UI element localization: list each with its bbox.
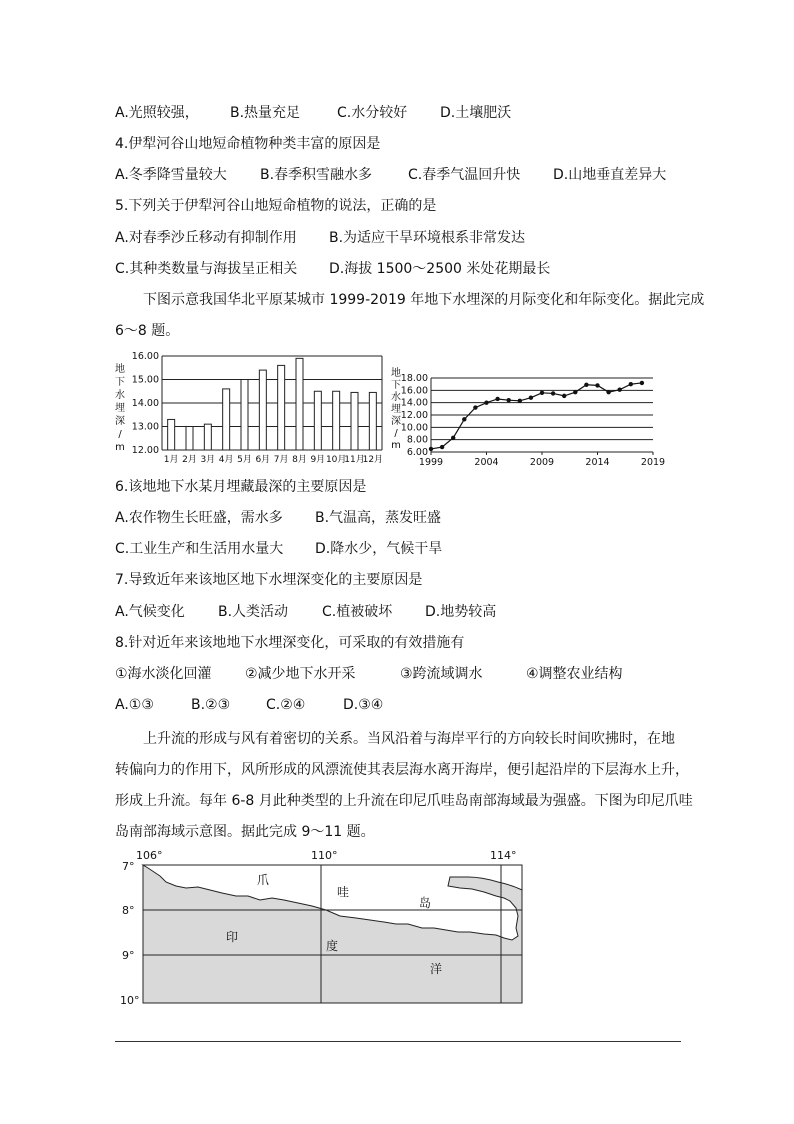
q5-options-row2	[115, 259, 550, 279]
q8-item-3: ③跨流域调水	[400, 666, 483, 682]
intro2-line1: 上升流的形成与风有着密切的关系。当风沿着与海岸平行的方向较长时间吹拂时，在地	[143, 731, 675, 747]
q5-option-b: B.为适应干旱环境根系非常发达	[329, 230, 526, 246]
q5-option-a: A.对春季沙丘移动有抑制作用	[115, 230, 297, 246]
annual-line-chart	[388, 362, 668, 468]
q4-option-c: C.春季气温回升快	[408, 167, 521, 183]
q7-option-a: A.气候变化	[115, 604, 185, 620]
line-point-2014	[595, 383, 599, 387]
q8-option-b: B.②③	[191, 697, 231, 713]
q7-option-d: D.地势较高	[425, 604, 497, 620]
line-point-2010	[551, 391, 555, 395]
line-point-2012	[573, 390, 577, 394]
intro1-line2: 6～8 题。	[115, 323, 180, 339]
q3-option-d: D.土壤肥沃	[440, 105, 512, 121]
bar-3月	[204, 424, 211, 450]
lat-label-8: 8°	[122, 904, 135, 917]
q6-stem: 6.该地地下水某月埋藏最深的主要原因是	[115, 479, 367, 495]
line-point-2009	[540, 391, 544, 395]
lat-label-9: 9°	[122, 949, 135, 962]
line-point-2011	[562, 394, 566, 398]
bar-xtick-label: 9月	[310, 455, 326, 465]
bar-xtick-label: 5月	[237, 455, 252, 465]
ylabel-char: /	[118, 429, 122, 440]
bar-11月	[351, 392, 358, 450]
line-xtick-label: 2009	[529, 457, 555, 468]
q3-option-b: B.热量充足	[230, 105, 301, 121]
line-ytick-label: 6.00	[406, 447, 428, 458]
ylabel-char: 埋	[391, 404, 401, 415]
label-zhua: 爪	[257, 873, 270, 887]
q6-option-d: D.降水少，气候干旱	[315, 541, 443, 557]
bar-12月	[369, 392, 376, 450]
q4-option-a: A.冬季降雪量较大	[115, 167, 227, 183]
bar-5月	[241, 380, 248, 451]
q7-option-b: B.人类活动	[218, 604, 289, 620]
bottom-rule	[115, 1041, 681, 1042]
ylabel-char: m	[391, 440, 401, 451]
q5-stem: 5.下列关于伊犁河谷山地短命植物的说法，正确的是	[115, 198, 437, 214]
ylabel-char: 下	[115, 377, 125, 388]
line-point-2003	[473, 405, 477, 409]
q8-item-4: ④调整农业结构	[526, 666, 623, 682]
lon-label-110: 110°	[311, 849, 338, 862]
line-ytick-label: 12.00	[400, 410, 428, 421]
q5-option-d: D.海拔 1500～2500 米处花期最长	[329, 261, 551, 277]
q8-options	[115, 695, 383, 715]
line-ytick-label: 8.00	[406, 434, 428, 446]
ylabel-char: /	[394, 428, 398, 439]
bar-10月	[333, 391, 340, 450]
ylabel-char: 埋	[115, 403, 125, 414]
bar-1月	[168, 419, 175, 450]
bar-xtick-label: 4月	[218, 455, 234, 465]
q6-options-row1	[115, 508, 441, 528]
q8-item-1: ①海水淡化回灌	[115, 666, 212, 682]
q4-option-d: D.山地垂直差异大	[553, 167, 667, 183]
line-ytick-label: 16.00	[400, 385, 428, 397]
line-xtick-label: 2014	[585, 457, 610, 468]
line-ytick-label: 14.00	[400, 397, 428, 409]
ylabel-char: 下	[391, 380, 401, 391]
q6-options-row2	[115, 539, 442, 559]
label-du: 度	[326, 939, 339, 953]
q6-option-c: C.工业生产和生活用水量大	[115, 541, 284, 557]
q8-stem: 8.针对近年来该地地下水埋深变化，可采取的有效措施有	[115, 635, 465, 651]
q7-option-c: C.植被破坏	[322, 604, 393, 620]
q5-option-c: C.其种类数量与海拔呈正相关	[115, 261, 298, 277]
q7-options	[115, 602, 496, 622]
q3-options	[115, 103, 511, 123]
bar-9月	[314, 391, 321, 450]
q4-stem: 4.伊犁河谷山地短命植物种类丰富的原因是	[115, 136, 381, 152]
ylabel-char: 水	[115, 390, 125, 401]
bar-xtick-label: 12月	[362, 455, 384, 465]
bar-ytick-label: 12.00	[131, 445, 159, 456]
q8-option-c: C.②④	[266, 697, 306, 713]
bar-2月	[186, 427, 193, 451]
line-point-2017	[629, 382, 633, 386]
bar-xtick-label: 2月	[182, 455, 197, 465]
bar-7月	[278, 365, 285, 450]
ylabel-char: m	[115, 442, 125, 453]
q8-option-a: A.①③	[115, 697, 154, 713]
bar-8月	[296, 358, 303, 450]
bar-ytick-label: 14.00	[131, 398, 159, 409]
lon-label-106: 106°	[136, 849, 163, 862]
intro2-line2: 转偏向力的作用下，风所形成的风漂流使其表层海水离开海岸，便引起沿岸的下层海水上升，	[115, 762, 689, 778]
q4-option-b: B.春季积雪融水多	[260, 167, 373, 183]
line-ytick-label: 18.00	[400, 373, 428, 384]
label-yin: 印	[226, 930, 239, 944]
bar-xtick-label: 10月	[325, 455, 347, 465]
line-point-2004	[484, 400, 488, 404]
intro2-line4: 岛南部海域示意图。据此完成 9～11 题。	[115, 824, 375, 840]
line-point-2005	[495, 397, 499, 401]
q6-option-a: A.农作物生长旺盛，需水多	[115, 510, 283, 526]
bar-ytick-label: 13.00	[131, 421, 159, 433]
line-point-2018	[640, 381, 644, 385]
line-point-2001	[451, 436, 455, 440]
bar-xtick-label: 1月	[163, 455, 179, 465]
bar-xtick-label: 6月	[255, 455, 271, 465]
bar-xtick-label: 8月	[292, 455, 307, 465]
line-xtick-label: 2004	[474, 457, 499, 468]
q4-options	[115, 165, 666, 185]
line-point-2008	[529, 396, 533, 400]
bar-chart-ylabel	[115, 362, 125, 453]
bar-4月	[223, 389, 230, 450]
line-point-2013	[584, 383, 588, 387]
label-yang: 洋	[430, 962, 443, 976]
bar-ytick-label: 16.00	[131, 351, 159, 362]
label-dao: 岛	[419, 896, 432, 910]
bar-ytick-label: 15.00	[131, 374, 159, 386]
line-xtick-label: 2019	[640, 457, 666, 468]
q8-option-d: D.③④	[343, 697, 384, 713]
label-wa: 哇	[337, 885, 350, 899]
ylabel-char: 地	[391, 368, 401, 379]
line-point-2000	[440, 445, 444, 449]
line-xtick-label: 1999	[418, 457, 444, 468]
lat-label-10: 10°	[120, 994, 140, 1006]
line-ytick-label: 10.00	[400, 422, 428, 434]
q3-option-c: C.水分较好	[337, 105, 408, 121]
monthly-bar-chart	[112, 344, 388, 466]
q7-stem: 7.导致近年来该地区地下水埋深变化的主要原因是	[115, 572, 423, 588]
lon-label-114: 114°	[490, 849, 517, 862]
ylabel-char: 水	[391, 392, 401, 403]
line-point-2016	[618, 388, 622, 392]
ylabel-char: 深	[115, 416, 125, 427]
q8-item-2: ②减少地下水开采	[245, 666, 356, 682]
q6-option-b: B.气温高，蒸发旺盛	[315, 510, 442, 526]
q3-option-a: A.光照较强，	[115, 105, 199, 121]
bar-xtick-label: 11月	[344, 455, 365, 465]
bar-xtick-label: 7月	[273, 455, 289, 465]
ylabel-char: 深	[391, 416, 401, 427]
q5-options-row1	[115, 228, 525, 248]
ylabel-char: 地	[115, 364, 125, 375]
intro1-line1: 下图示意我国华北平原某城市 1999-2019 年地下水埋深的月际变化和年际变化。据此完成	[143, 292, 705, 308]
intro2-line3: 形成上升流。每年 6-8 月此种类型的上升流在印尼爪哇岛南部海域最为强盛。下图为印尼爪哇	[115, 793, 693, 809]
java-sea-map	[112, 846, 530, 1006]
q8-items	[115, 664, 623, 684]
line-point-2015	[606, 390, 610, 394]
bar-6月	[259, 370, 266, 450]
bar-xtick-label: 3月	[200, 455, 216, 465]
line-point-1999	[429, 447, 433, 451]
lat-label-7: 7°	[122, 860, 135, 873]
line-point-2002	[462, 417, 466, 421]
line-point-2006	[507, 398, 511, 402]
line-point-2007	[518, 399, 522, 403]
line-chart-ylabel	[391, 366, 401, 451]
